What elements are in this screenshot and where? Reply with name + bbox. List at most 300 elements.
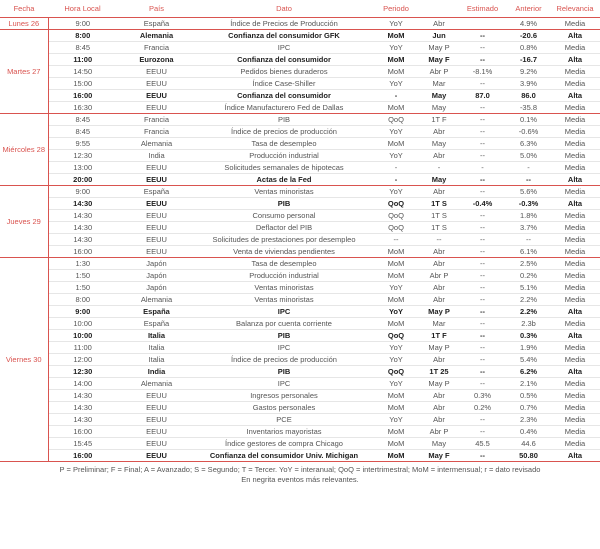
- estimado-cell: --: [458, 306, 507, 318]
- table-row: [0, 186, 600, 198]
- table-row: [0, 150, 600, 162]
- header-pais: País: [117, 0, 196, 18]
- fase-cell: 1T 25: [420, 366, 458, 378]
- fase-cell: Abr: [420, 282, 458, 294]
- table-row: [0, 54, 600, 66]
- fase-cell: 1T S: [420, 222, 458, 234]
- relevancia-cell: Media: [550, 282, 600, 294]
- anterior-cell: 2.3b: [507, 318, 550, 330]
- fase-cell: 1T S: [420, 198, 458, 210]
- fase-cell: Abr: [420, 150, 458, 162]
- estimado-cell: 0.3%: [458, 390, 507, 402]
- dato-cell: Índice de Precios de Producción: [196, 18, 372, 30]
- estimado-cell: -8.1%: [458, 66, 507, 78]
- anterior-cell: 44.6: [507, 438, 550, 450]
- periodo-cell: MoM: [372, 30, 420, 42]
- fase-cell: Abr: [420, 294, 458, 306]
- hora-local-cell: 8:45: [48, 114, 117, 126]
- estimado-cell: 0.2%: [458, 402, 507, 414]
- fase-cell: Abr: [420, 18, 458, 30]
- hora-local-cell: 16:00: [48, 450, 117, 462]
- hora-local-cell: 14:30: [48, 402, 117, 414]
- table-row: [0, 438, 600, 450]
- hora-local-cell: 12:30: [48, 366, 117, 378]
- anterior-cell: 4.9%: [507, 18, 550, 30]
- relevancia-cell: Media: [550, 222, 600, 234]
- anterior-cell: 2.1%: [507, 378, 550, 390]
- fase-cell: Abr P: [420, 66, 458, 78]
- pais-cell: EEUU: [117, 66, 196, 78]
- estimado-cell: --: [458, 378, 507, 390]
- periodo-cell: MoM: [372, 390, 420, 402]
- hora-local-cell: 10:00: [48, 330, 117, 342]
- periodo-cell: MoM: [372, 102, 420, 114]
- hora-local-cell: 8:45: [48, 42, 117, 54]
- hora-local-cell: 9:00: [48, 186, 117, 198]
- hora-local-cell: 14:30: [48, 390, 117, 402]
- periodo-cell: --: [372, 234, 420, 246]
- hora-local-cell: 16:00: [48, 90, 117, 102]
- table-row: [0, 450, 600, 462]
- periodo-cell: YoY: [372, 18, 420, 30]
- hora-local-cell: 12:00: [48, 354, 117, 366]
- anterior-cell: 2.2%: [507, 294, 550, 306]
- periodo-cell: -: [372, 90, 420, 102]
- pais-cell: EEUU: [117, 426, 196, 438]
- table-row: [0, 30, 600, 42]
- hora-local-cell: 10:00: [48, 318, 117, 330]
- hora-local-cell: 1:30: [48, 258, 117, 270]
- estimado-cell: --: [458, 258, 507, 270]
- periodo-cell: MoM: [372, 402, 420, 414]
- table-row: [0, 162, 600, 174]
- relevancia-cell: Media: [550, 354, 600, 366]
- estimado-cell: --: [458, 30, 507, 42]
- relevancia-cell: Alta: [550, 330, 600, 342]
- anterior-cell: 2.2%: [507, 306, 550, 318]
- relevancia-cell: Media: [550, 426, 600, 438]
- pais-cell: Japón: [117, 270, 196, 282]
- hora-local-cell: 15:45: [48, 438, 117, 450]
- dato-cell: PIB: [196, 366, 372, 378]
- dato-cell: Índice de precios de producción: [196, 126, 372, 138]
- relevancia-cell: Alta: [550, 174, 600, 186]
- relevancia-cell: Media: [550, 342, 600, 354]
- hora-local-cell: 8:00: [48, 294, 117, 306]
- dato-cell: Deflactor del PIB: [196, 222, 372, 234]
- fase-cell: 1T F: [420, 330, 458, 342]
- fase-cell: Abr: [420, 186, 458, 198]
- hora-local-cell: 20:00: [48, 174, 117, 186]
- fase-cell: May: [420, 138, 458, 150]
- pais-cell: EEUU: [117, 234, 196, 246]
- hora-local-cell: 14:00: [48, 378, 117, 390]
- table-row: [0, 234, 600, 246]
- header-anterior: Anterior: [507, 0, 550, 18]
- periodo-cell: MoM: [372, 294, 420, 306]
- periodo-cell: YoY: [372, 306, 420, 318]
- estimado-cell: --: [458, 234, 507, 246]
- periodo-cell: MoM: [372, 258, 420, 270]
- estimado-cell: --: [458, 42, 507, 54]
- date-cell: Lunes 26: [0, 18, 48, 30]
- table-row: [0, 66, 600, 78]
- pais-cell: EEUU: [117, 162, 196, 174]
- dato-cell: Solicitudes de prestaciones por desempleo: [196, 234, 372, 246]
- date-cell: Viernes 30: [0, 258, 48, 462]
- periodo-cell: QoQ: [372, 330, 420, 342]
- header-dato: Dato: [196, 0, 372, 18]
- dato-cell: Confianza del consumidor: [196, 90, 372, 102]
- anterior-cell: 6.3%: [507, 138, 550, 150]
- estimado-cell: -: [458, 162, 507, 174]
- hora-local-cell: 9:00: [48, 306, 117, 318]
- estimado-cell: --: [458, 414, 507, 426]
- anterior-cell: 3.9%: [507, 78, 550, 90]
- periodo-cell: QoQ: [372, 366, 420, 378]
- periodo-cell: -: [372, 174, 420, 186]
- relevancia-cell: Media: [550, 234, 600, 246]
- pais-cell: Eurozona: [117, 54, 196, 66]
- pais-cell: EEUU: [117, 210, 196, 222]
- anterior-cell: 5.6%: [507, 186, 550, 198]
- dato-cell: Índice gestores de compra Chicago: [196, 438, 372, 450]
- fase-cell: 1T S: [420, 210, 458, 222]
- table-row: [0, 414, 600, 426]
- fase-cell: Abr P: [420, 426, 458, 438]
- pais-cell: España: [117, 186, 196, 198]
- date-cell: Jueves 29: [0, 186, 48, 258]
- pais-cell: España: [117, 18, 196, 30]
- fase-cell: Abr: [420, 126, 458, 138]
- hora-local-cell: 13:00: [48, 162, 117, 174]
- estimado-cell: --: [458, 294, 507, 306]
- pais-cell: Francia: [117, 126, 196, 138]
- anterior-cell: -0.3%: [507, 198, 550, 210]
- relevancia-cell: Media: [550, 438, 600, 450]
- dato-cell: Solicitudes semanales de hipotecas: [196, 162, 372, 174]
- anterior-cell: 0.3%: [507, 330, 550, 342]
- date-cell: Miércoles 28: [0, 114, 48, 186]
- anterior-cell: 0.7%: [507, 402, 550, 414]
- header-estimado: Estimado: [458, 0, 507, 18]
- fase-cell: May: [420, 102, 458, 114]
- periodo-cell: QoQ: [372, 198, 420, 210]
- anterior-cell: -20.6: [507, 30, 550, 42]
- periodo-cell: YoY: [372, 282, 420, 294]
- table-row: [0, 318, 600, 330]
- anterior-cell: 0.5%: [507, 390, 550, 402]
- fase-cell: -: [420, 162, 458, 174]
- dato-cell: IPC: [196, 378, 372, 390]
- dato-cell: Confianza del consumidor Univ. Michigan: [196, 450, 372, 462]
- pais-cell: EEUU: [117, 198, 196, 210]
- dato-cell: Ingresos personales: [196, 390, 372, 402]
- relevancia-cell: Media: [550, 258, 600, 270]
- periodo-cell: MoM: [372, 318, 420, 330]
- relevancia-cell: Media: [550, 378, 600, 390]
- hora-local-cell: 8:45: [48, 126, 117, 138]
- table-row: [0, 402, 600, 414]
- relevancia-cell: Alta: [550, 198, 600, 210]
- estimado-cell: --: [458, 426, 507, 438]
- pais-cell: EEUU: [117, 174, 196, 186]
- pais-cell: EEUU: [117, 246, 196, 258]
- table-row: [0, 78, 600, 90]
- dato-cell: IPC: [196, 42, 372, 54]
- periodo-cell: YoY: [372, 42, 420, 54]
- fase-cell: May P: [420, 306, 458, 318]
- dato-cell: PCE: [196, 414, 372, 426]
- fase-cell: May: [420, 438, 458, 450]
- dato-cell: IPC: [196, 306, 372, 318]
- fase-cell: May P: [420, 378, 458, 390]
- pais-cell: EEUU: [117, 402, 196, 414]
- relevancia-cell: Alta: [550, 366, 600, 378]
- fase-cell: Jun: [420, 30, 458, 42]
- relevancia-cell: Media: [550, 102, 600, 114]
- pais-cell: Italia: [117, 354, 196, 366]
- anterior-cell: 2.5%: [507, 258, 550, 270]
- periodo-cell: QoQ: [372, 210, 420, 222]
- dato-cell: Tasa de desempleo: [196, 138, 372, 150]
- fase-cell: May P: [420, 342, 458, 354]
- relevancia-cell: Media: [550, 414, 600, 426]
- anterior-cell: 2.3%: [507, 414, 550, 426]
- relevancia-cell: Media: [550, 246, 600, 258]
- relevancia-cell: Media: [550, 162, 600, 174]
- anterior-cell: 0.8%: [507, 42, 550, 54]
- estimado-cell: [458, 18, 507, 30]
- pais-cell: Alemania: [117, 138, 196, 150]
- table-row: [0, 270, 600, 282]
- anterior-cell: 9.2%: [507, 66, 550, 78]
- periodo-cell: YoY: [372, 342, 420, 354]
- fase-cell: Abr: [420, 390, 458, 402]
- relevancia-cell: Media: [550, 402, 600, 414]
- pais-cell: EEUU: [117, 390, 196, 402]
- estimado-cell: --: [458, 138, 507, 150]
- relevancia-cell: Media: [550, 270, 600, 282]
- anterior-cell: 50.80: [507, 450, 550, 462]
- estimado-cell: -0.4%: [458, 198, 507, 210]
- fase-cell: Abr: [420, 354, 458, 366]
- periodo-cell: QoQ: [372, 114, 420, 126]
- estimado-cell: --: [458, 450, 507, 462]
- estimado-cell: --: [458, 342, 507, 354]
- table-row: [0, 114, 600, 126]
- fase-cell: Mar: [420, 318, 458, 330]
- anterior-cell: -35.8: [507, 102, 550, 114]
- header-hora: Hora Local: [48, 0, 117, 18]
- relevancia-cell: Media: [550, 66, 600, 78]
- dato-cell: Confianza del consumidor: [196, 54, 372, 66]
- periodo-cell: MoM: [372, 450, 420, 462]
- hora-local-cell: 14:30: [48, 234, 117, 246]
- hora-local-cell: 12:30: [48, 150, 117, 162]
- hora-local-cell: 15:00: [48, 78, 117, 90]
- fase-cell: May: [420, 174, 458, 186]
- relevancia-cell: Media: [550, 318, 600, 330]
- dato-cell: Inventarios mayoristas: [196, 426, 372, 438]
- anterior-cell: 1.8%: [507, 210, 550, 222]
- estimado-cell: --: [458, 174, 507, 186]
- pais-cell: EEUU: [117, 222, 196, 234]
- table-body: [0, 18, 600, 462]
- footnote-bold-note: En negrita eventos más relevantes.: [241, 475, 359, 484]
- estimado-cell: --: [458, 366, 507, 378]
- header-fecha: Fecha: [0, 0, 48, 18]
- relevancia-cell: Media: [550, 294, 600, 306]
- table-row: [0, 294, 600, 306]
- table-row: [0, 426, 600, 438]
- periodo-cell: YoY: [372, 378, 420, 390]
- pais-cell: EEUU: [117, 78, 196, 90]
- estimado-cell: --: [458, 222, 507, 234]
- hora-local-cell: 1:50: [48, 282, 117, 294]
- estimado-cell: 87.0: [458, 90, 507, 102]
- periodo-cell: -: [372, 162, 420, 174]
- pais-cell: España: [117, 318, 196, 330]
- table-header-row: [0, 0, 600, 18]
- fase-cell: Abr P: [420, 270, 458, 282]
- dato-cell: Índice Manufacturero Fed de Dallas: [196, 102, 372, 114]
- table-row: [0, 42, 600, 54]
- pais-cell: EEUU: [117, 450, 196, 462]
- hora-local-cell: 9:55: [48, 138, 117, 150]
- anterior-cell: 0.1%: [507, 114, 550, 126]
- table-row: [0, 174, 600, 186]
- pais-cell: España: [117, 306, 196, 318]
- anterior-cell: --: [507, 234, 550, 246]
- table-row: [0, 126, 600, 138]
- anterior-cell: -16.7: [507, 54, 550, 66]
- dato-cell: Tasa de desempleo: [196, 258, 372, 270]
- estimado-cell: --: [458, 246, 507, 258]
- relevancia-cell: Alta: [550, 54, 600, 66]
- table-row: [0, 90, 600, 102]
- periodo-cell: MoM: [372, 426, 420, 438]
- pais-cell: Italia: [117, 342, 196, 354]
- dato-cell: Gastos personales: [196, 402, 372, 414]
- table-row: [0, 198, 600, 210]
- relevancia-cell: Media: [550, 210, 600, 222]
- anterior-cell: 0.2%: [507, 270, 550, 282]
- dato-cell: Producción industrial: [196, 270, 372, 282]
- pais-cell: EEUU: [117, 90, 196, 102]
- estimado-cell: --: [458, 114, 507, 126]
- footnote-legend: P = Preliminar; F = Final; A = Avanzado; S = Segundo; T = Tercer. YoY = interanual; QoQ = intertrimestral; MoM = intermensual; r = dato revisado: [59, 465, 541, 474]
- pais-cell: Alemania: [117, 30, 196, 42]
- dato-cell: PIB: [196, 198, 372, 210]
- periodo-cell: YoY: [372, 414, 420, 426]
- anterior-cell: --: [507, 174, 550, 186]
- pais-cell: Alemania: [117, 378, 196, 390]
- periodo-cell: QoQ: [372, 222, 420, 234]
- anterior-cell: 0.4%: [507, 426, 550, 438]
- dato-cell: Ventas minoristas: [196, 282, 372, 294]
- estimado-cell: 45.5: [458, 438, 507, 450]
- hora-local-cell: 8:00: [48, 30, 117, 42]
- estimado-cell: --: [458, 270, 507, 282]
- hora-local-cell: 14:30: [48, 414, 117, 426]
- table-row: [0, 138, 600, 150]
- header-relevancia: Relevancia: [550, 0, 600, 18]
- fase-cell: Abr: [420, 246, 458, 258]
- hora-local-cell: 14:30: [48, 210, 117, 222]
- relevancia-cell: Media: [550, 78, 600, 90]
- relevancia-cell: Media: [550, 126, 600, 138]
- hora-local-cell: 16:00: [48, 426, 117, 438]
- dato-cell: Pedidos bienes duraderos: [196, 66, 372, 78]
- pais-cell: Francia: [117, 42, 196, 54]
- fase-cell: Mar: [420, 78, 458, 90]
- hora-local-cell: 11:00: [48, 342, 117, 354]
- table-row: [0, 102, 600, 114]
- periodo-cell: YoY: [372, 150, 420, 162]
- estimado-cell: --: [458, 318, 507, 330]
- periodo-cell: MoM: [372, 270, 420, 282]
- dato-cell: Confianza del consumidor GFK: [196, 30, 372, 42]
- table-row: [0, 258, 600, 270]
- estimado-cell: --: [458, 210, 507, 222]
- estimado-cell: --: [458, 54, 507, 66]
- footnote: [0, 465, 600, 485]
- table-row: [0, 222, 600, 234]
- dato-cell: Consumo personal: [196, 210, 372, 222]
- estimado-cell: --: [458, 330, 507, 342]
- estimado-cell: --: [458, 282, 507, 294]
- periodo-cell: YoY: [372, 186, 420, 198]
- hora-local-cell: 14:30: [48, 198, 117, 210]
- fase-cell: May F: [420, 450, 458, 462]
- dato-cell: Producción industrial: [196, 150, 372, 162]
- fase-cell: May F: [420, 54, 458, 66]
- estimado-cell: --: [458, 102, 507, 114]
- estimado-cell: --: [458, 126, 507, 138]
- pais-cell: EEUU: [117, 102, 196, 114]
- dato-cell: PIB: [196, 330, 372, 342]
- anterior-cell: -: [507, 162, 550, 174]
- table-row: [0, 390, 600, 402]
- table-row: [0, 306, 600, 318]
- table-row: [0, 282, 600, 294]
- relevancia-cell: Media: [550, 114, 600, 126]
- hora-local-cell: 14:30: [48, 222, 117, 234]
- fase-cell: --: [420, 234, 458, 246]
- pais-cell: Francia: [117, 114, 196, 126]
- anterior-cell: 3.7%: [507, 222, 550, 234]
- table-row: [0, 354, 600, 366]
- relevancia-cell: Alta: [550, 90, 600, 102]
- periodo-cell: YoY: [372, 126, 420, 138]
- dato-cell: Ventas minoristas: [196, 294, 372, 306]
- hora-local-cell: 16:30: [48, 102, 117, 114]
- relevancia-cell: Media: [550, 42, 600, 54]
- estimado-cell: --: [458, 78, 507, 90]
- estimado-cell: --: [458, 150, 507, 162]
- periodo-cell: MoM: [372, 54, 420, 66]
- periodo-cell: YoY: [372, 78, 420, 90]
- periodo-cell: MoM: [372, 438, 420, 450]
- dato-cell: Ventas minoristas: [196, 186, 372, 198]
- anterior-cell: 1.9%: [507, 342, 550, 354]
- table-row: [0, 210, 600, 222]
- table-row: [0, 18, 600, 30]
- dato-cell: Balanza por cuenta corriente: [196, 318, 372, 330]
- pais-cell: Japón: [117, 258, 196, 270]
- fase-cell: May: [420, 90, 458, 102]
